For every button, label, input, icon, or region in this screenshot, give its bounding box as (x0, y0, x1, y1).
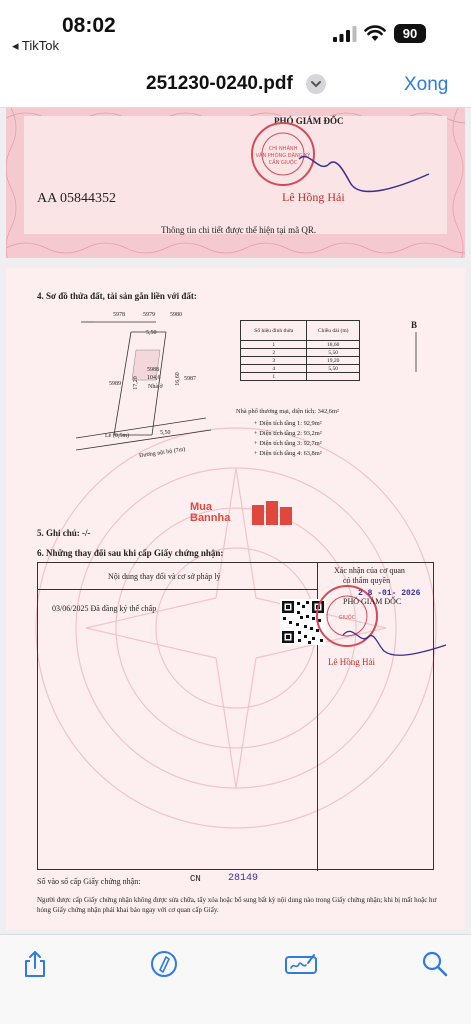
nav-bar (0, 56, 471, 108)
building-info-floor-2: + Diện tích tầng 2: 93,2m² (254, 430, 322, 437)
changes-table (37, 562, 434, 870)
status-time: 08:02 (62, 14, 116, 37)
stamp-title: PHÓ GIÁM ĐỐC (274, 116, 344, 126)
signer-name: Lê Hồng Hải (328, 657, 375, 667)
back-to-app-link[interactable]: ◂ TikTok (12, 38, 59, 53)
dim-table-cell: 5,50 (307, 349, 360, 357)
road-setback-label: Lề (0,5m) (105, 433, 129, 439)
dimension-table (240, 320, 360, 381)
svg-text:GIUỘC: GIUỘC (338, 615, 356, 621)
document-page-1[interactable] (6, 108, 465, 258)
signer-name: Lê Hồng Hải (282, 190, 345, 204)
dim-table-cell: 1 (241, 373, 307, 381)
page-content-area (24, 116, 447, 234)
qr-note: Thông tin chi tiết được thể hiện tại mã QR. (161, 225, 317, 235)
dim-table-cell: 18,60 (307, 341, 360, 349)
table-header-line (38, 589, 317, 590)
dim-table-cell: 2 (241, 349, 307, 357)
dim-table-cell: 3 (241, 357, 307, 365)
certificate-serial: AA 05844352 (37, 191, 116, 206)
dim-table-cell: 1 (241, 341, 307, 349)
svg-text:VĂN PHÒNG ĐĂNG KÝ: VĂN PHÒNG ĐĂNG KÝ (255, 153, 311, 159)
building-info-floor-4: + Diện tích tầng 4: 63,8m² (254, 450, 322, 457)
markup-icon[interactable] (149, 949, 179, 979)
plot-house-label: Nhà ở (148, 384, 163, 390)
status-bar (0, 0, 471, 56)
title-menu-button[interactable] (306, 74, 326, 94)
building-info-floor-1: + Diện tích tầng 1: 92,9m² (254, 420, 322, 427)
dim-table-header-length: Chiều dài (m) (307, 321, 360, 341)
section-6-title: 6. Những thay đổi sau khi cấp Giấy chứng nhận: (37, 548, 224, 558)
dim-table-cell: 4 (241, 365, 307, 373)
dim-table-cell (307, 373, 360, 381)
battery-indicator: 90 (394, 24, 426, 43)
watermark-logo (176, 499, 296, 527)
plot-number-5987: 5987 (184, 376, 196, 382)
edge-bottom-length: 5,50 (160, 430, 171, 436)
changes-entry: 03/06/2025 Đã đăng ký thế chấp (52, 604, 157, 613)
registration-number: 28149 (228, 873, 259, 884)
section-5-note: 5. Ghi chú: -/- (37, 528, 91, 538)
plot-number-5988: 5988 (147, 367, 159, 373)
registration-prefix: CN (190, 874, 201, 884)
document-page-2[interactable] (6, 268, 465, 930)
plot-number-5978: 5978 (113, 312, 125, 318)
done-button[interactable]: Xong (404, 74, 449, 95)
signature-icon[interactable] (284, 949, 318, 979)
north-arrow-icon (411, 332, 421, 372)
changes-header-confirm-2: có thẩm quyền (343, 576, 391, 585)
footer-note: Người được cấp Giấy chứng nhận không được sửa chữa, tẩy xóa hoặc bổ sung bất kỳ nội dung nào trong Giấy chứng nhận; khi bị mất hoặc hư hỏng Giấy chứng nhận phải khai báo ngay với cơ quan cấp Giấy. (37, 896, 437, 914)
road-name-label: Đường nội bộ (7m) (138, 446, 186, 460)
section-4-title: 4. Sơ đồ thửa đất, tài sản gắn liền với đất: (37, 291, 197, 301)
plot-number-5980: 5980 (170, 312, 182, 318)
bottom-toolbar (0, 934, 471, 1024)
watermark-building-icon (252, 501, 296, 525)
edge-right-length: 16,60 (174, 372, 181, 386)
wifi-icon (364, 24, 386, 42)
dim-table-header-point: Số hiệu đỉnh thửa (241, 321, 307, 341)
dim-table-cell: 5,50 (307, 365, 360, 373)
plot-number-5979: 5979 (143, 312, 155, 318)
building-info-floor-3: + Diện tích tầng 3: 92,7m² (254, 440, 322, 447)
watermark-text-ban: Bannha (190, 512, 231, 524)
stamp-date: 2 8 -01- 2026 (358, 589, 421, 598)
svg-text:CẦN GIUỘC: CẦN GIUỘC (268, 160, 298, 166)
building-info-total: Nhà phố thương mại, diện tích: 342,6m² (236, 408, 339, 415)
svg-text:CHI NHÁNH: CHI NHÁNH (268, 146, 298, 152)
north-mark: B (411, 320, 418, 330)
share-icon[interactable] (20, 949, 50, 979)
edge-top-length: 5,50 (146, 330, 157, 336)
document-title[interactable]: 251230-0240.pdf (146, 73, 293, 94)
search-icon[interactable] (420, 949, 450, 979)
plot-area: 104,6 (147, 375, 161, 381)
dim-table-cell: 19,20 (307, 357, 360, 365)
edge-left-length: 17,20 (132, 376, 139, 390)
changes-header-content: Nội dung thay đổi và cơ sở pháp lý (108, 572, 221, 581)
changes-header-confirm-1: Xác nhận của cơ quan (334, 566, 405, 575)
cellular-signal-icon (333, 26, 357, 42)
plot-number-5989: 5989 (109, 381, 121, 387)
stamp-role: PHÓ GIÁM ĐỐC (343, 597, 402, 606)
chevron-down-icon (306, 74, 326, 94)
registration-label: Số vào sổ cấp Giấy chứng nhận: (37, 877, 141, 886)
watermark-text-mua: Mua (190, 501, 212, 513)
